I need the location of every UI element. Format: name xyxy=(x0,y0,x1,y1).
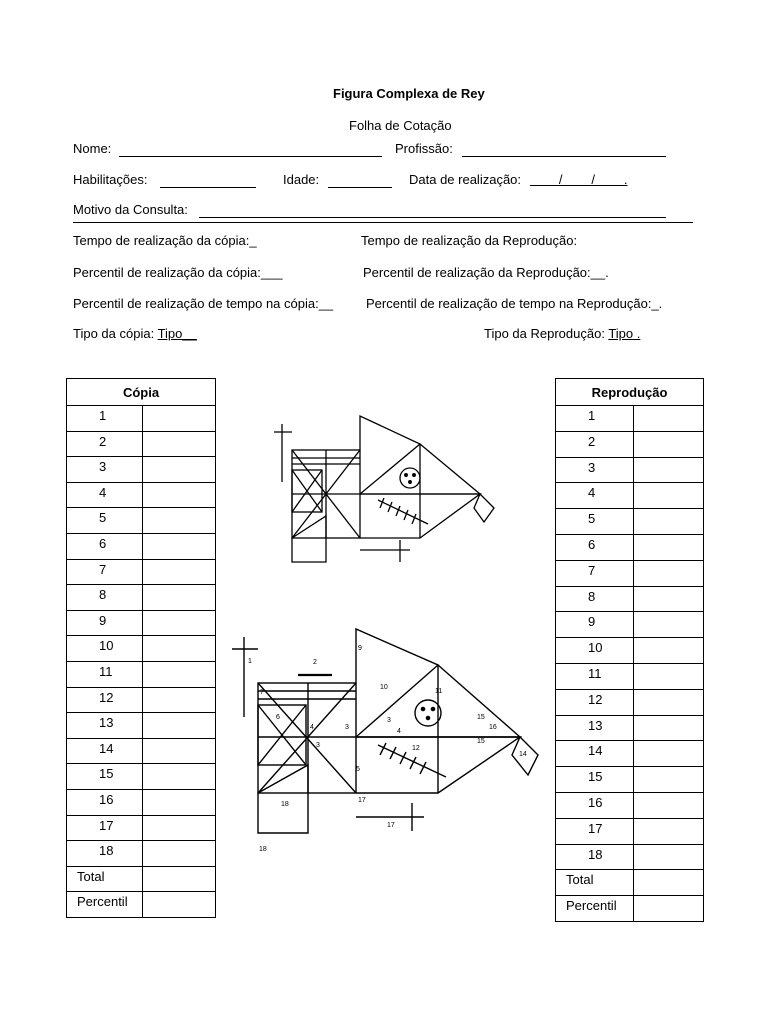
tempo-reproducao: Tempo de realização da Reprodução: xyxy=(361,233,578,248)
row-number: 2 xyxy=(556,431,634,457)
score-cell[interactable] xyxy=(143,764,216,790)
profissao-line[interactable] xyxy=(462,156,666,157)
score-cell[interactable] xyxy=(634,612,704,638)
table-row xyxy=(556,560,704,586)
tipo-reproducao-label: Tipo da Reprodução: xyxy=(484,326,609,341)
score-cell[interactable] xyxy=(143,406,216,432)
table-row xyxy=(67,431,216,457)
score-cell[interactable] xyxy=(143,713,216,739)
score-cell[interactable] xyxy=(634,715,704,741)
row-number: 6 xyxy=(67,533,143,559)
tipo-copia xyxy=(73,326,197,341)
percentil-tempo-reproducao: Percentil de realização de tempo na Reprodução:_. xyxy=(366,296,663,311)
score-cell[interactable] xyxy=(143,661,216,687)
rey-figure-small xyxy=(268,412,498,572)
percentil-tempo-copia: Percentil de realização de tempo na cópia:__ xyxy=(73,296,334,311)
tipo-copia-label: Tipo da cópia: xyxy=(73,326,158,341)
row-number: 8 xyxy=(67,585,143,611)
table-row xyxy=(556,818,704,844)
motivo-line-1[interactable] xyxy=(199,217,666,218)
row-number: 9 xyxy=(67,610,143,636)
percentil-cell[interactable] xyxy=(634,896,704,922)
score-cell[interactable] xyxy=(634,534,704,560)
table-row xyxy=(556,406,704,432)
nome-line[interactable] xyxy=(119,156,382,157)
score-cell[interactable] xyxy=(634,638,704,664)
tipo-reproducao xyxy=(484,326,640,341)
table-row xyxy=(556,689,704,715)
table-row-total xyxy=(67,866,216,892)
reproducao-table xyxy=(555,378,704,922)
row-number: 11 xyxy=(556,663,634,689)
score-cell[interactable] xyxy=(634,741,704,767)
row-number: 9 xyxy=(556,612,634,638)
figure-label: 18 xyxy=(259,846,267,853)
table-row xyxy=(67,457,216,483)
profissao-label: Profissão: xyxy=(395,141,453,156)
table-row xyxy=(67,508,216,534)
percentil-copia: Percentil de realização da cópia:___ xyxy=(73,265,283,280)
table-row xyxy=(67,482,216,508)
row-number: 1 xyxy=(67,406,143,432)
figure-label: 14 xyxy=(519,751,527,758)
row-number: 13 xyxy=(556,715,634,741)
score-cell[interactable] xyxy=(634,818,704,844)
page-title: Figura Complexa de Rey xyxy=(333,86,485,101)
total-cell[interactable] xyxy=(634,870,704,896)
table-row xyxy=(67,559,216,585)
score-cell[interactable] xyxy=(634,406,704,432)
score-cell[interactable] xyxy=(634,663,704,689)
table-row xyxy=(67,687,216,713)
score-cell[interactable] xyxy=(143,431,216,457)
reproducao-table-header: Reprodução xyxy=(556,379,704,406)
figure-label: 7 xyxy=(260,689,264,696)
table-row xyxy=(67,636,216,662)
table-row xyxy=(556,586,704,612)
tipo-reproducao-value[interactable]: Tipo . xyxy=(608,326,641,341)
habilitacoes-label: Habilitações: xyxy=(73,172,148,187)
row-number: 13 xyxy=(67,713,143,739)
figure-label: 10 xyxy=(380,684,388,691)
score-cell[interactable] xyxy=(143,841,216,867)
score-cell[interactable] xyxy=(143,508,216,534)
row-number: 16 xyxy=(67,789,143,815)
row-number: 6 xyxy=(556,534,634,560)
total-label: Total xyxy=(556,870,634,896)
figure-label: 6 xyxy=(276,714,280,721)
figure-label: 3 xyxy=(316,742,320,749)
row-number: 17 xyxy=(67,815,143,841)
table-row xyxy=(556,792,704,818)
motivo-line-2[interactable] xyxy=(73,222,693,223)
score-cell[interactable] xyxy=(143,457,216,483)
row-number: 17 xyxy=(556,818,634,844)
score-cell[interactable] xyxy=(634,560,704,586)
data-label: Data de realização: xyxy=(409,172,522,187)
score-cell[interactable] xyxy=(143,789,216,815)
table-row xyxy=(556,612,704,638)
row-number: 7 xyxy=(556,560,634,586)
figure-label: 15 xyxy=(477,738,485,745)
row-number: 14 xyxy=(556,741,634,767)
row-number: 3 xyxy=(67,457,143,483)
figure-label: 11 xyxy=(435,688,443,695)
score-cell[interactable] xyxy=(143,533,216,559)
table-row xyxy=(67,815,216,841)
page-subtitle: Folha de Cotação xyxy=(349,118,452,133)
row-number: 2 xyxy=(67,431,143,457)
row-number: 18 xyxy=(556,844,634,870)
figure-label: 15 xyxy=(477,714,485,721)
figure-label: 16 xyxy=(489,724,497,731)
table-row xyxy=(556,431,704,457)
score-cell[interactable] xyxy=(634,457,704,483)
figure-label: 12 xyxy=(412,745,420,752)
table-row xyxy=(556,715,704,741)
table-row xyxy=(67,610,216,636)
percentil-cell[interactable] xyxy=(143,892,216,918)
nome-label: Nome: xyxy=(73,141,112,156)
row-number: 8 xyxy=(556,586,634,612)
tempo-copia: Tempo de realização da cópia:_ xyxy=(73,233,257,248)
figure-label: 9 xyxy=(358,645,362,652)
table-row xyxy=(556,767,704,793)
row-number: 12 xyxy=(556,689,634,715)
score-cell[interactable] xyxy=(143,585,216,611)
figure-label: 3 xyxy=(345,724,349,731)
table-row xyxy=(556,457,704,483)
table-row xyxy=(556,844,704,870)
table-row xyxy=(67,585,216,611)
table-row xyxy=(67,841,216,867)
score-cell[interactable] xyxy=(143,559,216,585)
table-row xyxy=(556,741,704,767)
score-cell[interactable] xyxy=(634,431,704,457)
total-label: Total xyxy=(67,866,143,892)
copia-table-header: Cópia xyxy=(67,379,216,406)
data-field[interactable]: / / . xyxy=(530,172,628,187)
idade-line[interactable] xyxy=(328,187,392,188)
score-cell[interactable] xyxy=(143,815,216,841)
score-cell[interactable] xyxy=(634,689,704,715)
percentil-label: Percentil xyxy=(556,896,634,922)
row-number: 18 xyxy=(67,841,143,867)
figure-label: 1 xyxy=(248,658,252,665)
figure-label: 18 xyxy=(281,801,289,808)
table-row-percentil xyxy=(556,896,704,922)
percentil-label: Percentil xyxy=(67,892,143,918)
row-number: 16 xyxy=(556,792,634,818)
table-row xyxy=(67,533,216,559)
table-row xyxy=(556,483,704,509)
table-row-percentil xyxy=(67,892,216,918)
row-number: 10 xyxy=(67,636,143,662)
row-number: 5 xyxy=(67,508,143,534)
row-number: 15 xyxy=(67,764,143,790)
figure-label: 5 xyxy=(356,766,360,773)
table-row xyxy=(556,534,704,560)
score-cell[interactable] xyxy=(634,767,704,793)
table-row xyxy=(67,738,216,764)
table-row xyxy=(67,661,216,687)
row-number: 10 xyxy=(556,638,634,664)
score-cell[interactable] xyxy=(143,687,216,713)
score-cell[interactable] xyxy=(634,509,704,535)
score-cell[interactable] xyxy=(143,482,216,508)
score-cell[interactable] xyxy=(143,636,216,662)
row-number: 4 xyxy=(556,483,634,509)
tipo-copia-value[interactable]: Tipo__ xyxy=(157,326,197,341)
score-cell[interactable] xyxy=(634,586,704,612)
total-cell[interactable] xyxy=(143,866,216,892)
figure-label: 17 xyxy=(358,797,366,804)
figure-label: 4 xyxy=(397,728,401,735)
row-number: 7 xyxy=(67,559,143,585)
row-number: 1 xyxy=(556,406,634,432)
row-number: 11 xyxy=(67,661,143,687)
row-number: 14 xyxy=(67,738,143,764)
figure-label: 17 xyxy=(387,822,395,829)
percentil-reproducao: Percentil de realização da Reprodução:__. xyxy=(363,265,609,280)
score-cell[interactable] xyxy=(143,738,216,764)
table-row xyxy=(67,764,216,790)
score-cell[interactable] xyxy=(143,610,216,636)
figure-label: 4 xyxy=(310,724,314,731)
row-number: 15 xyxy=(556,767,634,793)
copia-table xyxy=(66,378,216,918)
row-number: 5 xyxy=(556,509,634,535)
table-row xyxy=(67,713,216,739)
table-row xyxy=(556,638,704,664)
figure-label: 3 xyxy=(387,717,391,724)
row-number: 4 xyxy=(67,482,143,508)
score-cell[interactable] xyxy=(634,483,704,509)
row-number: 12 xyxy=(67,687,143,713)
score-cell[interactable] xyxy=(634,792,704,818)
table-row xyxy=(556,509,704,535)
table-row xyxy=(556,663,704,689)
row-number: 3 xyxy=(556,457,634,483)
idade-label: Idade: xyxy=(283,172,320,187)
motivo-label: Motivo da Consulta: xyxy=(73,202,188,217)
table-row-total xyxy=(556,870,704,896)
score-cell[interactable] xyxy=(634,844,704,870)
table-row xyxy=(67,789,216,815)
habilitacoes-line[interactable] xyxy=(160,187,256,188)
table-row xyxy=(67,406,216,432)
figure-label: 2 xyxy=(313,659,317,666)
